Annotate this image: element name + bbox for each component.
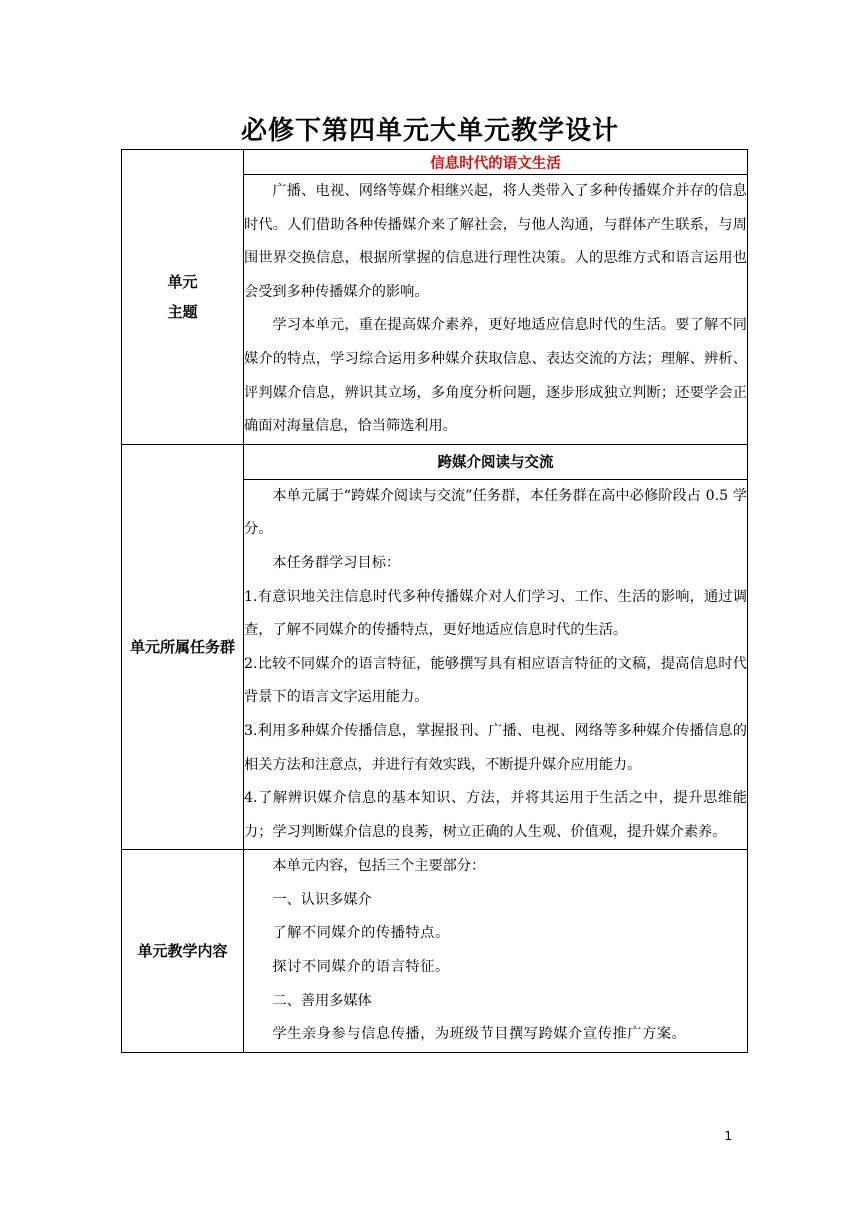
unit-theme-label-line-1: 单元 xyxy=(167,272,198,291)
teaching-content-line: 二、善用多媒体 xyxy=(272,992,372,1009)
unit-theme-label-line-2: 主题 xyxy=(167,302,198,321)
task-group-goal: 4.了解辨识媒介信息的基本知识、方法，并将其运用于生活之中，提升思维能力；学习判断媒介信息的良莠，树立正确的人生观、价值观，提升媒介素养。 xyxy=(244,790,747,840)
teaching-content-label: 单元教学内容 xyxy=(122,850,244,1053)
unit-theme-paragraph: 学习本单元，重在提高媒介素养，更好地适应信息时代的生活。要了解不同媒介的特点，学习综合运用多种媒介获取信息、表达交流的方法；理解、辨析、评判媒介信息，辨识其立场，多角度分析问题，逐步形成独立判断；还要学会正确面对海量信息，恰当筛选利用。 xyxy=(244,317,747,435)
lesson-design-table xyxy=(121,149,748,1053)
teaching-content-line: 探讨不同媒介的语言特征。 xyxy=(272,959,450,976)
task-group-content xyxy=(244,479,748,850)
teaching-content xyxy=(244,850,748,1053)
task-group-paragraph: 本任务群学习目标： xyxy=(272,554,401,571)
task-group-heading: 跨媒介阅读与交流 xyxy=(244,444,748,479)
teaching-content-line: 了解不同媒介的传播特点。 xyxy=(272,925,450,942)
teaching-content-line: 学生亲身参与信息传播，为班级节目撰写跨媒介宣传推广方案。 xyxy=(272,1026,687,1043)
table-row xyxy=(122,444,748,479)
unit-theme-paragraph: 广播、电视、网络等媒介相继兴起，将人类带入了多种传播媒介并存的信息时代。人们借助各种传播媒介来了解社会，与他人沟通，与群体产生联系，与周围世界交换信息，根据所掌握的信息进行理性决策。人的思维方式和语言运用也会受到多种传播媒介的影响。 xyxy=(244,183,747,300)
table-row xyxy=(122,150,748,175)
table-row xyxy=(122,850,748,1053)
page-title: 必修下第四单元大单元教学设计 xyxy=(240,116,619,146)
teaching-content-line: 一、认识多媒介 xyxy=(272,891,372,908)
unit-theme-label xyxy=(122,150,244,445)
page-number: 1 xyxy=(724,1129,732,1143)
unit-theme-heading: 信息时代的语文生活 xyxy=(244,150,748,175)
task-group-goal: 3.利用多种媒介传播信息，掌握报刊、广播、电视、网络等多种媒介传播信息的相关方法和注意点，并进行有效实践，不断提升媒介应用能力。 xyxy=(244,722,747,773)
task-group-goal: 2.比较不同媒介的语言特征，能够撰写具有相应语言特征的文稿，提高信息时代背景下的语言文字运用能力。 xyxy=(244,655,747,706)
unit-theme-content xyxy=(244,175,748,445)
teaching-content-line: 本单元内容，包括三个主要部分： xyxy=(272,858,486,875)
task-group-label: 单元所属任务群 xyxy=(122,444,244,850)
task-group-goal: 1.有意识地关注信息时代多种传播媒介对人们学习、工作、生活的影响，通过调查，了解不同媒介的传播特点，更好地适应信息时代的生活。 xyxy=(244,588,747,639)
task-group-paragraph: 本单元属于“跨媒介阅读与交流”任务群，本任务群在高中必修阶段占 0.5 学分。 xyxy=(244,487,747,538)
